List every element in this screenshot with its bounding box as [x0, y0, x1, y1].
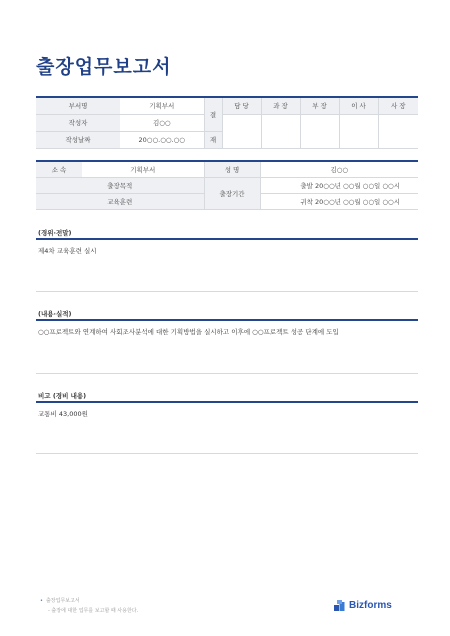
writer-label: 작성자: [36, 114, 120, 131]
section-heading: 비고 (경비 내용): [36, 389, 418, 403]
approver-4: 이 사: [339, 97, 378, 114]
approval-char-2: 재: [204, 131, 222, 148]
approver-5: 사 장: [378, 97, 418, 114]
brand-logo: [334, 600, 392, 611]
bullet-icon: •: [40, 598, 43, 604]
footer-line-2: - 출장에 대한 업무를 보고할 때 사용한다.: [48, 608, 139, 614]
brand-name: Bizforms: [349, 600, 392, 611]
section-heading: (경위·전말): [36, 226, 418, 240]
dept-value: 기획부서: [120, 97, 204, 114]
period-label: 출장기간: [204, 177, 260, 209]
bizforms-logo-icon: [334, 600, 345, 611]
section-results: [36, 307, 418, 374]
trip-table: [36, 160, 418, 210]
affil-value: 기획부서: [82, 161, 204, 177]
sign-box-2[interactable]: [261, 114, 300, 148]
sign-box-3[interactable]: [300, 114, 339, 148]
name-value: 김○○: [260, 161, 418, 177]
sign-box-4[interactable]: [339, 114, 378, 148]
approver-2: 과 장: [261, 97, 300, 114]
writer-value: 김○○: [120, 114, 204, 131]
section-heading: (내용·실적): [36, 307, 418, 321]
purpose-label: 출장목적: [36, 177, 204, 193]
footer-notes: [40, 596, 138, 616]
approver-3: 부 장: [300, 97, 339, 114]
approver-1: 담 당: [222, 97, 261, 114]
return-value: 귀착 20○○년 ○○월 ○○일 ○○시: [260, 193, 418, 209]
purpose-value: 교육훈련: [36, 193, 204, 209]
section-content[interactable]: 제4차 교육훈련 실시: [36, 240, 418, 292]
dept-label: 부서명: [36, 97, 120, 114]
footer-line-1: 출장업무보고서: [45, 598, 80, 604]
section-background: [36, 226, 418, 292]
section-content[interactable]: ○○프로젝트와 연계하여 사회조사분석에 대한 기획방법을 실시하고 이후에 ○○프로젝트 성공 단계에 도입: [36, 321, 418, 374]
approval-char-1: 결: [204, 97, 222, 131]
info-table: [36, 96, 418, 149]
section-content[interactable]: 교통비 43,000원: [36, 403, 418, 454]
affil-label: 소 속: [36, 161, 82, 177]
sign-box-5[interactable]: [378, 114, 418, 148]
depart-value: 출발 20○○년 ○○월 ○○일 ○○시: [260, 177, 418, 193]
date-label: 작성날짜: [36, 131, 120, 148]
sign-box-1[interactable]: [222, 114, 261, 148]
section-remarks: [36, 389, 418, 454]
page-title: 출장업무보고서: [36, 56, 172, 78]
date-value: 20○○.○○.○○: [120, 131, 204, 148]
name-label: 성 명: [204, 161, 260, 177]
